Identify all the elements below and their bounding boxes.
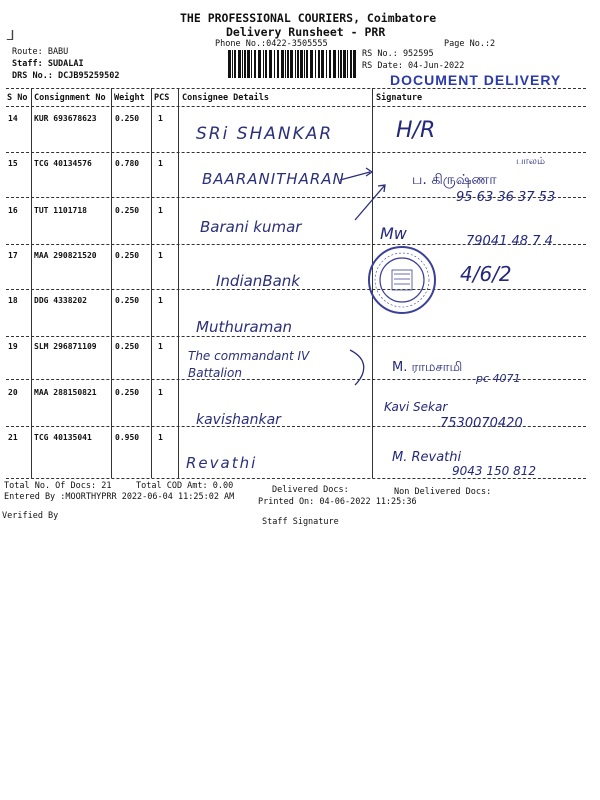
- vrule-1: [31, 88, 32, 478]
- row-pcs: 1: [158, 433, 163, 442]
- header-top-rule: [6, 88, 586, 89]
- hw-phone-16: 79041 48 7 4: [466, 234, 553, 249]
- row-weight: 0.250: [115, 206, 140, 215]
- row-weight: 0.250: [115, 251, 140, 260]
- row-weight: 0.250: [115, 114, 140, 123]
- row-consignment: DDG 4338202: [34, 296, 87, 305]
- hw-consignee-14: SRi SHANKAR: [196, 124, 334, 144]
- col-consignee: Consignee Details: [182, 93, 269, 103]
- hw-signature-19: M. ராமசாமி: [392, 360, 463, 375]
- row-weight: 0.250: [115, 342, 140, 351]
- header-bottom-rule: [6, 106, 586, 107]
- hw-phone-20: 7530070420: [440, 416, 523, 431]
- vrule-3: [151, 88, 152, 478]
- row-sno: 20: [8, 388, 18, 397]
- sheet-title: Delivery Runsheet - PRR: [226, 25, 386, 39]
- barcode: [228, 50, 358, 78]
- row-pcs: 1: [158, 342, 163, 351]
- row-pcs: 1: [158, 159, 163, 168]
- row-weight: 0.780: [115, 159, 140, 168]
- bank-seal-stamp: [366, 244, 438, 316]
- hw-consignee-16: Barani kumar: [200, 218, 302, 236]
- hw-consignee-15: BAARANITHARAN: [202, 170, 345, 188]
- row-sno: 17: [8, 251, 18, 260]
- col-signature: Signature: [376, 93, 423, 103]
- rs-number: RS No.: 952595: [362, 49, 434, 59]
- total-cod: Total COD Amt: 0.00: [136, 481, 234, 491]
- row-sno: 14: [8, 114, 18, 123]
- row-pcs: 1: [158, 388, 163, 397]
- staff: Staff: SUDALAI: [12, 59, 84, 69]
- hw-signature-14: H/R: [396, 118, 436, 143]
- row-consignment: MAA 288150821: [34, 388, 97, 397]
- vrule-4: [178, 88, 179, 478]
- row-sno: 16: [8, 206, 18, 215]
- hw-signature-20: Kavi Sekar: [384, 400, 448, 414]
- row-pcs: 1: [158, 251, 163, 260]
- row-weight: 0.250: [115, 296, 140, 305]
- col-pcs: PCS: [154, 93, 170, 103]
- delivered-docs: Delivered Docs:: [272, 485, 349, 495]
- document-delivery-stamp: DOCUMENT DELIVERY: [390, 72, 562, 88]
- staff-signature: Staff Signature: [262, 517, 339, 527]
- entered-by: Entered By :MOORTHYPRR 2022-06-04 11:25:02 AM: [4, 492, 235, 502]
- row-weight: 0.250: [115, 388, 140, 397]
- route: Route: BABU: [12, 47, 69, 57]
- row-consignment: TCG 40135041: [34, 433, 92, 442]
- hw-consignee-last: Revathi: [186, 454, 258, 472]
- company-title: THE PROFESSIONAL COURIERS, Coimbatore: [180, 11, 437, 25]
- drs-number: DRS No.: DCJB95259502: [12, 71, 120, 81]
- col-sno: S No: [7, 93, 28, 103]
- vrule-2: [111, 88, 112, 478]
- hw-note-19: pc 4071: [476, 372, 521, 385]
- hw-signature-16: Mw: [380, 224, 407, 243]
- row-divider: [6, 336, 586, 337]
- row-consignment: KUR 693678623: [34, 114, 97, 123]
- hw-signature-15-note: பாலம்: [516, 156, 546, 167]
- hw-consignee-21: kavishankar: [196, 412, 281, 428]
- page-number: Page No.:2: [444, 39, 496, 49]
- verified-by: Verified By: [2, 511, 59, 521]
- hw-consignee-19: Muthuraman: [196, 318, 293, 336]
- col-consignment: Consignment No: [34, 93, 106, 103]
- row-weight: 0.950: [115, 433, 140, 442]
- hw-phone-15: 95 63 36 37 53: [456, 190, 556, 205]
- row-consignment: MAA 290821520: [34, 251, 97, 260]
- row-sno: 15: [8, 159, 18, 168]
- row-consignment: SLM 296871109: [34, 342, 97, 351]
- rs-date: RS Date: 04-Jun-2022: [362, 61, 465, 71]
- row-consignment: TUT 1101718: [34, 206, 87, 215]
- row-divider: [6, 152, 586, 153]
- hw-consignee-20: The commandant IV Battalion: [188, 349, 310, 380]
- corner-scribble: ᒧ: [6, 28, 15, 44]
- col-weight: Weight: [114, 93, 145, 103]
- row-consignment: TCG 40134576: [34, 159, 92, 168]
- hw-signature-17: 4/6/2: [460, 262, 512, 286]
- hw-phone-21: 9043 150 812: [452, 464, 536, 478]
- row-pcs: 1: [158, 296, 163, 305]
- hw-consignee-17: IndianBank: [216, 272, 300, 290]
- hw-signature-15: ப. கிருஷ்ணா: [412, 172, 497, 188]
- row-sno: 18: [8, 296, 18, 305]
- row-sno: 21: [8, 433, 18, 442]
- hw-signature-21: M. Revathi: [392, 450, 462, 465]
- row-pcs: 1: [158, 114, 163, 123]
- printed-on: Printed On: 04-06-2022 11:25:36: [258, 497, 417, 507]
- phone-number: Phone No.:0422-3505555: [215, 39, 328, 49]
- total-docs: Total No. Of Docs: 21: [4, 481, 112, 491]
- non-delivered-docs: Non Delivered Docs:: [394, 487, 492, 497]
- row-sno: 19: [8, 342, 18, 351]
- table-bottom-rule: [6, 478, 586, 479]
- row-pcs: 1: [158, 206, 163, 215]
